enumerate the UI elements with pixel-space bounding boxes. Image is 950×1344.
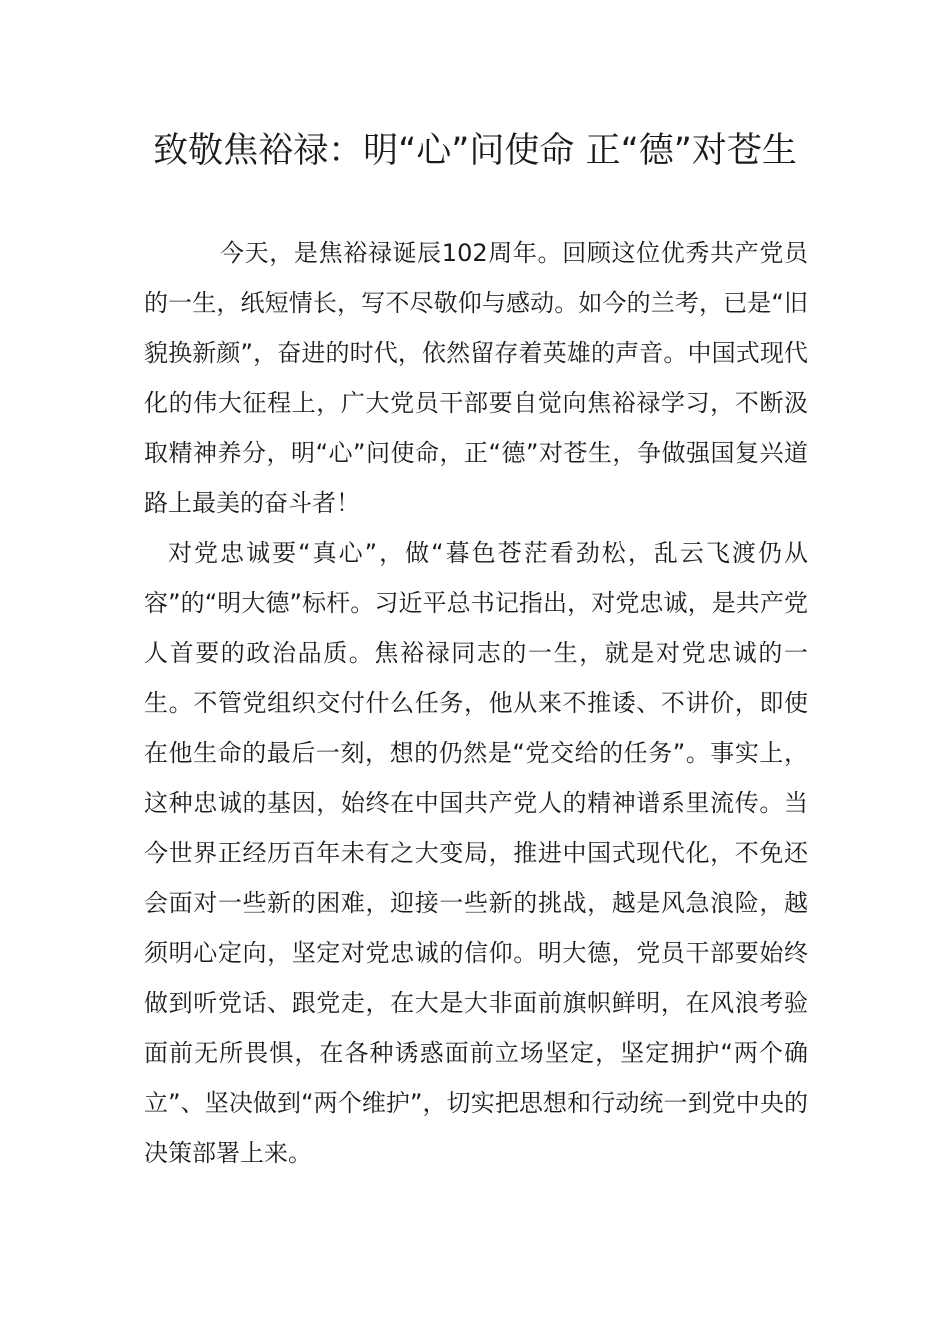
document-body <box>144 228 808 1178</box>
paragraph-loyalty: 对党忠诚要“真心”，做“暮色苍茫看劲松，乱云飞渡仍从容”的“明大德”标杆。习近平总书记指出，对党忠诚，是共产党人首要的政治品质。焦裕禄同志的一生，就是对党忠诚的一生。不管党组织交付什么任务，他从来不推诿、不讲价，即使在他生命的最后一刻，想的仍然是“党交给的任务”。事实上，这种忠诚的基因，始终在中国共产党人的精神谱系里流传。当今世界正经历百年未有之大变局，推进中国式现代化，不免还会面对一些新的困难，迎接一些新的挑战，越是风急浪险，越须明心定向，坚定对党忠诚的信仰。明大德，党员干部要始终做到听党话、跟党走，在大是大非面前旗帜鲜明，在风浪考验面前无所畏惧，在各种诱惑面前立场坚定，坚定拥护“两个确立”、坚决做到“两个维护”，切实把思想和行动统一到党中央的决策部署上来。 <box>144 539 808 1167</box>
document-title: 致敬焦裕禄：明“心”问使命 正“德”对苍生 <box>153 131 797 171</box>
paragraph-intro: 今天，是焦裕禄诞辰102周年。回顾这位优秀共产党员的一生，纸短情长，写不尽敬仰与感动。如今的兰考，已是“旧貌换新颜”，奋进的时代，依然留存着英雄的声音。中国式现代化的伟大征程上，广大党员干部要自觉向焦裕禄学习，不断汲取精神养分，明“心”问使命，正“德”对苍生，争做强国复兴道路上最美的奋斗者！ <box>144 239 808 517</box>
